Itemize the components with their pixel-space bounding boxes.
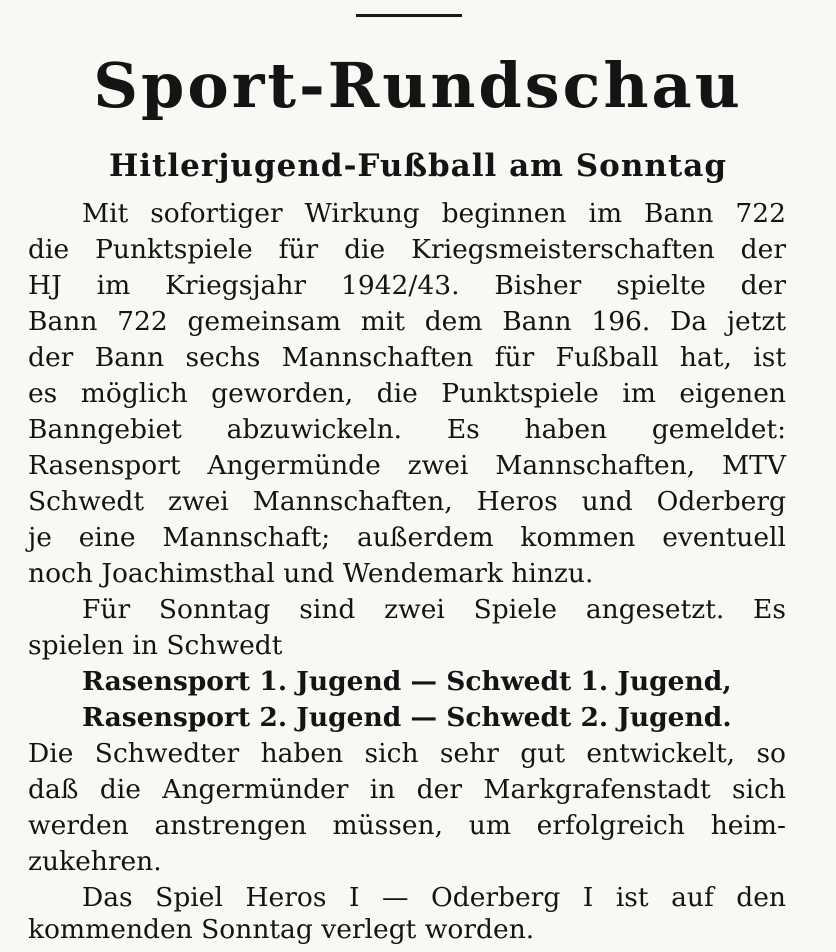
top-divider-rule [356, 14, 462, 17]
body-line: Die Schwedter haben sich sehr gut entwickelt, so [28, 738, 786, 769]
body-line: Das Spiel Heros I — Oderberg I ist auf den [82, 882, 786, 913]
body-line: Schwedt zwei Mannschaften, Heros und Oderberg [28, 486, 786, 517]
article-headline: Hitlerjugend-Fußball am Sonntag [108, 148, 728, 184]
body-line: Banngebiet abzuwickeln. Es haben gemeldet: [28, 414, 786, 445]
body-line: der Bann sechs Mannschaften für Fußball hat, ist [28, 342, 786, 373]
body-line: Für Sonntag sind zwei Spiele angesetzt. Es [82, 594, 786, 625]
body-line: Rasensport Angermünde zwei Mannschaften, MTV [28, 450, 786, 481]
body-line: spielen in Schwedt [28, 630, 283, 661]
body-line: HJ im Kriegsjahr 1942/43. Bisher spielte der [28, 270, 786, 301]
body-line: je eine Mannschaft; außerdem kommen eventuell [28, 522, 786, 553]
body-line: Bann 722 gemeinsam mit dem Bann 196. Da jetzt [28, 306, 786, 337]
section-title: Sport-Rundschau [93, 49, 743, 122]
body-line: werden anstrengen müssen, um erfolgreich heim- [28, 810, 786, 841]
body-line: zukehren. [28, 846, 162, 877]
body-line: daß die Angermünder in der Markgrafenstadt sich [28, 774, 786, 805]
body-line: Mit sofortiger Wirkung beginnen im Bann 722 [82, 198, 786, 229]
body-line: es möglich geworden, die Punktspiele im eigenen [28, 378, 786, 409]
fixture-line: Rasensport 2. Jugend — Schwedt 2. Jugend. [82, 702, 732, 733]
body-line: die Punktspiele für die Kriegsmeisterschaften der [28, 234, 786, 265]
body-line: kommenden Sonntag verlegt worden. [28, 914, 535, 945]
fixture-line: Rasensport 1. Jugend — Schwedt 1. Jugend, [82, 666, 732, 697]
body-line: noch Joachimsthal und Wendemark hinzu. [28, 558, 594, 589]
